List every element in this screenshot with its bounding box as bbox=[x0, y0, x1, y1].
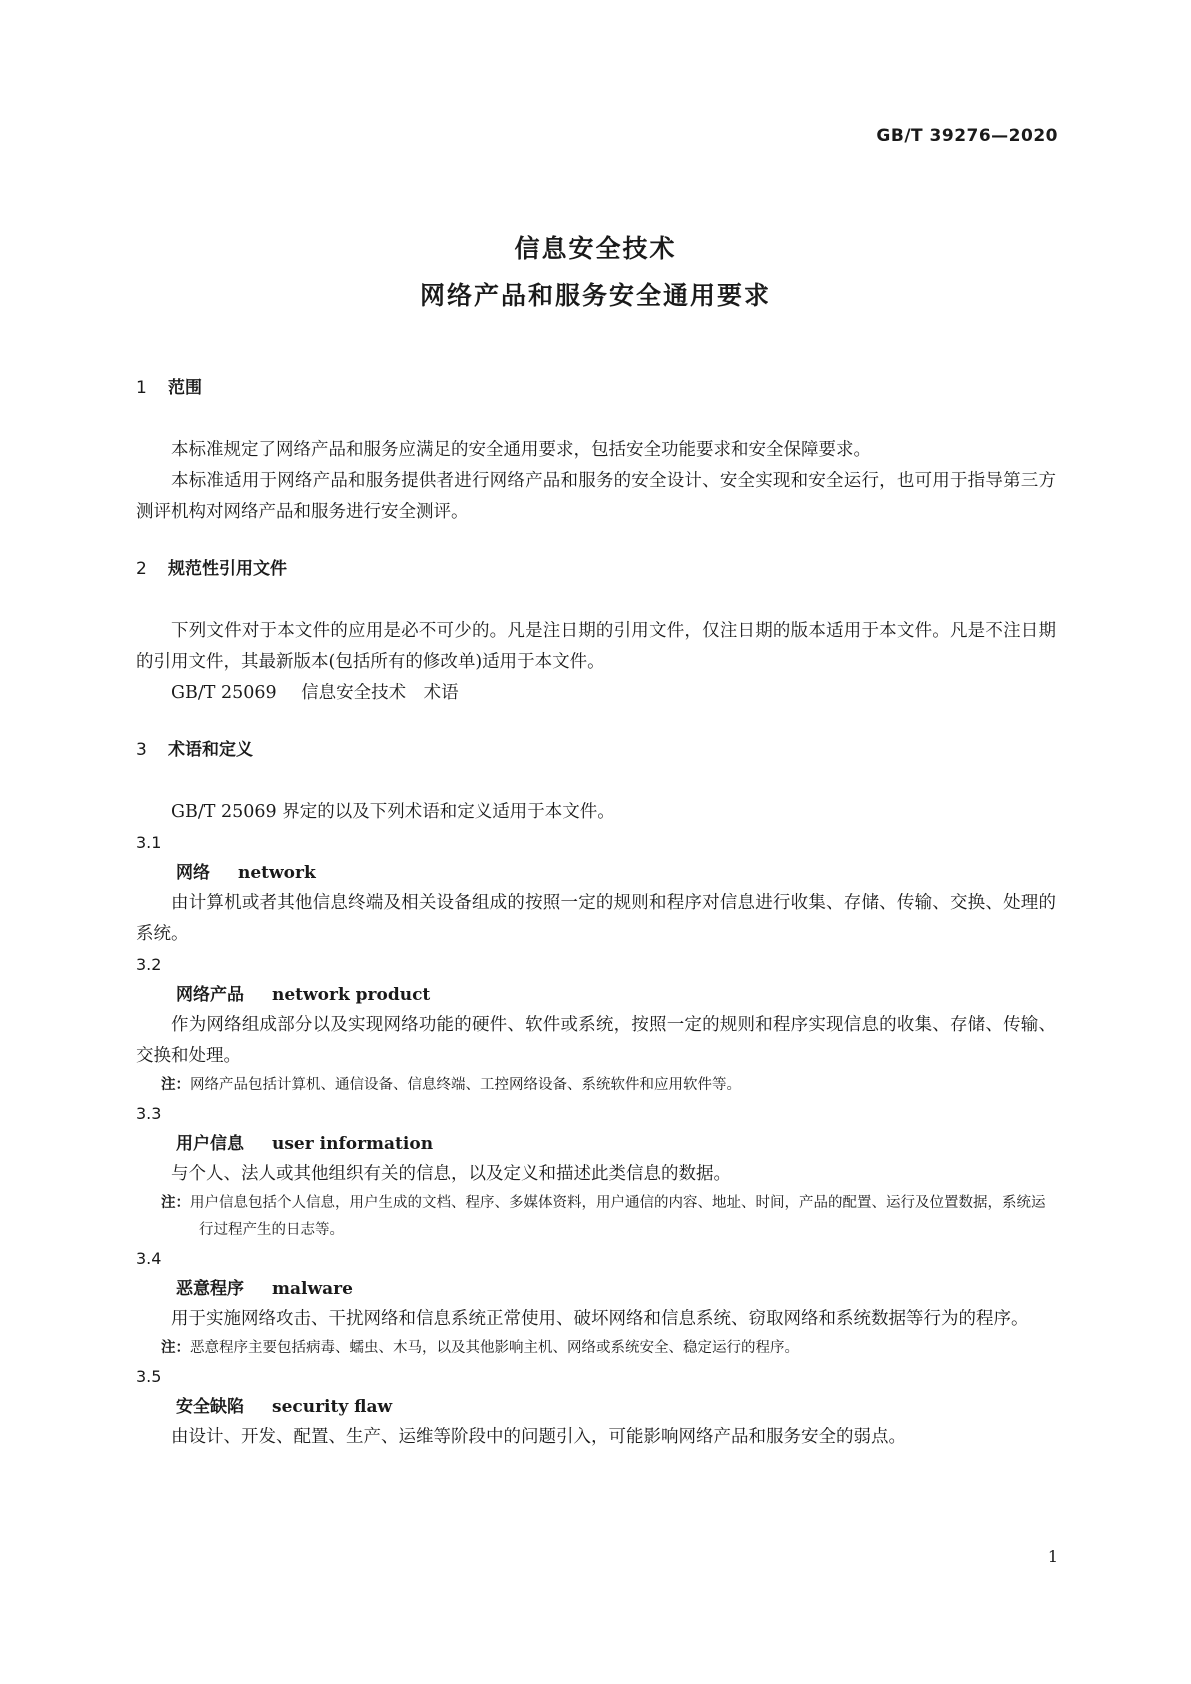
section-number: 3 bbox=[136, 740, 147, 760]
term-number: 3.3 bbox=[136, 1104, 162, 1123]
term-entry-security-flaw bbox=[136, 1392, 1056, 1422]
reference-code: GB/T 25069 bbox=[171, 683, 277, 703]
term-entry-user-information bbox=[136, 1129, 1056, 1159]
section-title: 术语和定义 bbox=[168, 740, 253, 760]
term-note bbox=[136, 1190, 1056, 1244]
term-number: 3.4 bbox=[136, 1249, 162, 1268]
standard-number: GB/T 39276—2020 bbox=[876, 126, 1058, 146]
note-text: 恶意程序主要包括病毒、蠕虫、木马，以及其他影响主机、网络或系统安全、稳定运行的程序。 bbox=[190, 1340, 799, 1356]
term-definition: 作为网络组成部分以及实现网络功能的硬件、软件或系统，按照一定的规则和程序实现信息的收集、存储、传输、交换和处理。 bbox=[136, 1015, 1056, 1066]
reference-title: 信息安全技术 术语 bbox=[301, 683, 459, 703]
section-title: 规范性引用文件 bbox=[168, 559, 287, 579]
term-number: 3.2 bbox=[136, 955, 162, 974]
scope-paragraph-1: 本标准规定了网络产品和服务应满足的安全通用要求，包括安全功能要求和安全保障要求。 bbox=[171, 440, 871, 460]
term-number: 3.1 bbox=[136, 833, 162, 852]
note-label: 注： bbox=[161, 1195, 190, 1211]
note-text: 用户信息包括个人信息，用户生成的文档、程序、多媒体资料，用户通信的内容、地址、时间，产品的配置、运行及位置数据，系统运行过程产生的日志等。 bbox=[190, 1195, 1046, 1238]
term-note bbox=[136, 1335, 1056, 1362]
term-zh: 用户信息 bbox=[176, 1134, 244, 1154]
document-title-line-2: 网络产品和服务安全通用要求 bbox=[419, 281, 771, 310]
page-number: 1 bbox=[1047, 1547, 1058, 1566]
reference-entry bbox=[136, 678, 1056, 709]
document-body bbox=[136, 375, 1056, 1453]
note-label: 注： bbox=[161, 1077, 190, 1093]
term-entry-network-product bbox=[136, 980, 1056, 1010]
section-title: 范围 bbox=[168, 378, 202, 398]
term-en: user information bbox=[272, 1134, 434, 1154]
term-en: network product bbox=[272, 985, 431, 1005]
term-definition: 由计算机或者其他信息终端及相关设备组成的按照一定的规则和程序对信息进行收集、存储、传输、交换、处理的系统。 bbox=[136, 893, 1056, 944]
section-heading-scope bbox=[136, 375, 1056, 401]
document-title-line-1: 信息安全技术 bbox=[514, 234, 677, 263]
note-text: 网络产品包括计算机、通信设备、信息终端、工控网络设备、系统软件和应用软件等。 bbox=[190, 1077, 741, 1093]
term-zh: 网络 bbox=[176, 863, 210, 883]
term-en: network bbox=[238, 863, 316, 883]
scope-paragraph-2: 本标准适用于网络产品和服务提供者进行网络产品和服务的安全设计、安全实现和安全运行，也可用于指导第三方测评机构对网络产品和服务进行安全测评。 bbox=[136, 471, 1056, 522]
term-zh: 网络产品 bbox=[176, 985, 244, 1005]
terms-intro-paragraph: GB/T 25069 界定的以及下列术语和定义适用于本文件。 bbox=[171, 802, 615, 822]
section-heading-terms-definitions bbox=[136, 737, 1056, 763]
term-en: security flaw bbox=[272, 1397, 393, 1417]
term-en: malware bbox=[272, 1279, 353, 1299]
section-number: 2 bbox=[136, 559, 147, 579]
normative-references-paragraph: 下列文件对于本文件的应用是必不可少的。凡是注日期的引用文件，仅注日期的版本适用于本文件。凡是不注日期的引用文件，其最新版本(包括所有的修改单)适用于本文件。 bbox=[136, 621, 1056, 672]
term-zh: 恶意程序 bbox=[176, 1279, 244, 1299]
term-definition: 用于实施网络攻击、干扰网络和信息系统正常使用、破坏网络和信息系统、窃取网络和系统数据等行为的程序。 bbox=[171, 1309, 1029, 1329]
term-entry-network bbox=[136, 858, 1056, 888]
term-number: 3.5 bbox=[136, 1367, 162, 1386]
section-heading-normative-references bbox=[136, 556, 1056, 582]
section-number: 1 bbox=[136, 378, 147, 398]
note-label: 注： bbox=[161, 1340, 190, 1356]
term-definition: 与个人、法人或其他组织有关的信息，以及定义和描述此类信息的数据。 bbox=[171, 1164, 731, 1184]
term-definition: 由设计、开发、配置、生产、运维等阶段中的问题引入，可能影响网络产品和服务安全的弱点。 bbox=[171, 1427, 906, 1447]
term-entry-malware bbox=[136, 1274, 1056, 1304]
term-note bbox=[136, 1072, 1056, 1099]
term-zh: 安全缺陷 bbox=[176, 1397, 244, 1417]
